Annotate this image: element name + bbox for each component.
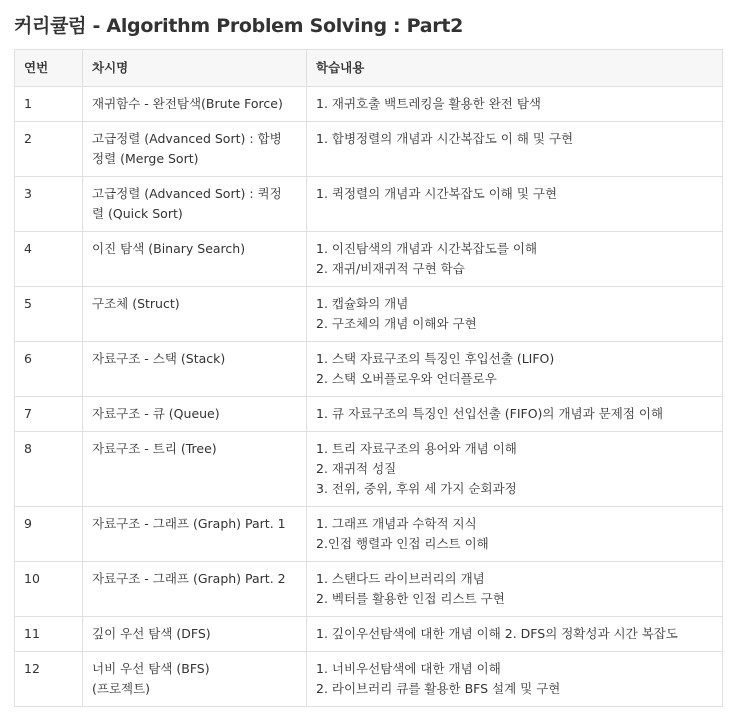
content-line: 2. 재귀/비재귀적 구현 학습 (316, 261, 465, 276)
cell-session-name (83, 177, 307, 232)
cell-number: 9 (15, 507, 83, 562)
table-row (15, 177, 723, 232)
cell-session-name (83, 342, 307, 397)
session-name-line: 구조체 (Struct) (92, 296, 180, 311)
session-name-line: 자료구조 - 큐 (Queue) (92, 406, 220, 421)
content-line: 1. 스탠다드 라이브러리의 개념 (316, 571, 485, 586)
content-line: 1. 퀵정렬의 개념과 시간복잡도 이해 및 구현 (316, 186, 558, 201)
cell-session-name (83, 507, 307, 562)
content-line: 1. 깊이우선탐색에 대한 개념 이해 2. DFS의 정확성과 시간 복잡도 (316, 626, 678, 641)
session-name-line: 너비 우선 탐색 (BFS) (92, 661, 210, 676)
cell-content (307, 562, 723, 617)
cell-content (307, 122, 723, 177)
cell-session-name (83, 617, 307, 652)
session-name-line: 재귀함수 - 완전탐색(Brute Force) (92, 96, 283, 111)
cell-session-name (83, 562, 307, 617)
session-name-line: 자료구조 - 그래프 (Graph) Part. 2 (92, 571, 286, 586)
content-line: 2. 벡터를 활용한 인접 리스트 구현 (316, 591, 505, 606)
session-name-line: 자료구조 - 트리 (Tree) (92, 441, 217, 456)
cell-number: 10 (15, 562, 83, 617)
cell-number: 7 (15, 397, 83, 432)
table-row (15, 617, 723, 652)
cell-number: 12 (15, 652, 83, 707)
header-session-name: 차시명 (83, 50, 307, 87)
cell-session-name (83, 432, 307, 507)
table-row (15, 397, 723, 432)
cell-number: 8 (15, 432, 83, 507)
cell-number: 5 (15, 287, 83, 342)
content-line: 2. 스택 오버플로우와 언더플로우 (316, 371, 497, 386)
session-name-line: 자료구조 - 스택 (Stack) (92, 351, 226, 366)
content-line: 1. 합병정렬의 개념과 시간복잡도 이 해 및 구현 (316, 131, 574, 146)
cell-session-name (83, 232, 307, 287)
content-line: 3. 전위, 중위, 후위 세 가지 순회과정 (316, 481, 517, 496)
cell-number: 11 (15, 617, 83, 652)
header-row (15, 50, 723, 87)
cell-number: 4 (15, 232, 83, 287)
cell-session-name (83, 122, 307, 177)
table-row (15, 562, 723, 617)
session-name-line: 자료구조 - 그래프 (Graph) Part. 1 (92, 516, 286, 531)
cell-content (307, 507, 723, 562)
table-row (15, 122, 723, 177)
cell-number: 1 (15, 87, 83, 122)
cell-content (307, 232, 723, 287)
cell-content (307, 432, 723, 507)
content-line: 1. 그래프 개념과 수학적 지식 (316, 516, 477, 531)
cell-session-name (83, 397, 307, 432)
header-content: 학습내용 (307, 50, 723, 87)
session-name-line: 이진 탐색 (Binary Search) (92, 241, 246, 256)
session-name-line: 깊이 우선 탐색 (DFS) (92, 626, 211, 641)
page-title: 커리큘럼 - Algorithm Problem Solving : Part2 (14, 15, 464, 37)
session-name-line: 고급정렬 (Advanced Sort) : 퀵정 (92, 186, 282, 201)
content-line: 1. 이진탐색의 개념과 시간복잡도를 이해 (316, 241, 538, 256)
session-name-line: 정렬 (Merge Sort) (92, 151, 199, 166)
content-line: 1. 트리 자료구조의 용어와 개념 이해 (316, 441, 517, 456)
cell-content (307, 397, 723, 432)
cell-content (307, 652, 723, 707)
cell-session-name (83, 287, 307, 342)
cell-content (307, 617, 723, 652)
cell-content (307, 342, 723, 397)
cell-content (307, 177, 723, 232)
cell-content (307, 287, 723, 342)
header-number: 연번 (15, 50, 83, 87)
session-name-line: 렬 (Quick Sort) (92, 206, 183, 221)
content-line: 1. 너비우선탐색에 대한 개념 이해 (316, 661, 501, 676)
content-line: 1. 캡슐화의 개념 (316, 296, 409, 311)
table-row (15, 507, 723, 562)
content-line: 2. 라이브러리 큐를 활용한 BFS 설계 및 구현 (316, 681, 561, 696)
table-header (15, 50, 723, 87)
content-line: 1. 스택 자료구조의 특징인 후입선출 (LIFO) (316, 351, 555, 366)
content-line: 2. 재귀적 성질 (316, 461, 397, 476)
cell-number: 3 (15, 177, 83, 232)
cell-number: 6 (15, 342, 83, 397)
session-name-line: (프로젝트) (92, 681, 151, 696)
cell-session-name (83, 652, 307, 707)
table-row (15, 87, 723, 122)
cell-content (307, 87, 723, 122)
content-line: 1. 큐 자료구조의 특징인 선입선출 (FIFO)의 개념과 문제점 이해 (316, 406, 664, 421)
cell-number: 2 (15, 122, 83, 177)
session-name-line: 고급정렬 (Advanced Sort) : 합병 (92, 131, 282, 146)
content-line: 1. 재귀호출 백트레킹을 활용한 완전 탐색 (316, 96, 541, 111)
cell-session-name (83, 87, 307, 122)
table-row (15, 287, 723, 342)
table-body (15, 87, 723, 707)
content-line: 2.인접 행렬과 인접 리스트 이해 (316, 536, 489, 551)
content-line: 2. 구조체의 개념 이해와 구현 (316, 316, 477, 331)
table-row (15, 232, 723, 287)
table-row (15, 342, 723, 397)
table-row (15, 652, 723, 707)
curriculum-table (14, 49, 723, 707)
table-row (15, 432, 723, 507)
